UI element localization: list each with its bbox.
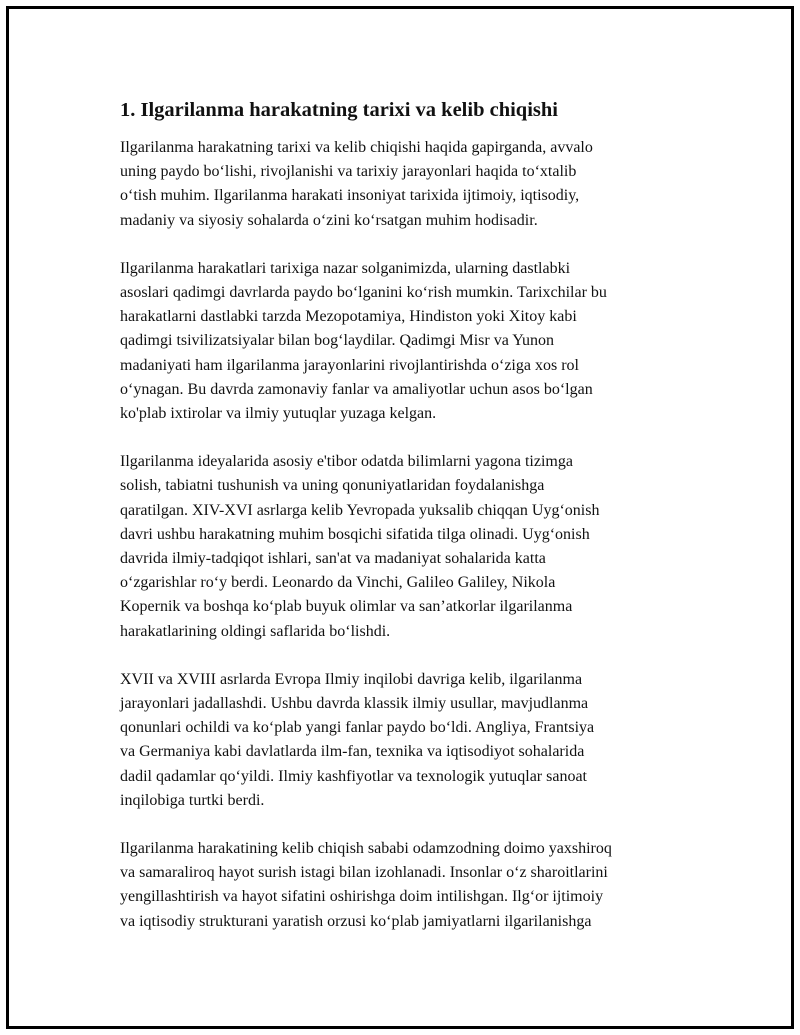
text-line: o‘ynagan. Bu davrda zamonaviy fanlar va amaliyotlar uchun asos bo‘lgan xyxy=(120,380,593,398)
text-line: qadimgi tsivilizatsiyalar bilan bog‘laydilar. Qadimgi Misr va Yunon xyxy=(120,332,554,350)
text-line: solish, tabiatni tushunish va uning qonuniyatlaridan foydalanishga xyxy=(120,477,545,495)
text-line: qaratilgan. XIV-XVI asrlarga kelib Yevropada yuksalib chiqqan Uyg‘onish xyxy=(120,501,600,519)
text-line: harakatlarining oldingi saflarida bo‘lishdi. xyxy=(120,622,391,640)
paragraph xyxy=(120,136,700,233)
paragraph xyxy=(120,668,700,813)
paragraph xyxy=(120,257,700,426)
text-line: o‘zgarishlar ro‘y berdi. Leonardo da Vinchi, Galileo Galiley, Nikola xyxy=(120,574,556,592)
text-line: yengillashtirish va hayot sifatini oshirishga doim intilishgan. Ilg‘or ijtimoiy xyxy=(120,888,604,906)
page-frame xyxy=(6,6,794,1029)
text-line: Ilgarilanma harakatlari tarixiga nazar solganimizda, ularning dastlabki xyxy=(120,259,571,277)
text-line: Ilgarilanma ideyalarida asosiy e'tibor odatda bilimlarni yagona tizimga xyxy=(120,453,573,471)
text-line: Ilgarilanma harakatning tarixi va kelib chiqishi haqida gapirganda, avvalo xyxy=(120,139,593,156)
text-line: madaniyati ham ilgarilanma jarayonlarini rivojlantirishda o‘ziga xos rol xyxy=(120,356,579,374)
section-heading: 1. Ilgarilanma harakatning tarixi va kelib chiqishi xyxy=(120,99,558,121)
text-line: va iqtisodiy strukturani yaratish orzusi ko‘plab jamiyatlarni ilgarilanishga xyxy=(120,912,592,930)
text-line: madaniy va siyosiy sohalarda o‘zini ko‘rsatgan muhim hodisadir. xyxy=(120,211,538,229)
document-content xyxy=(120,97,700,958)
text-line: o‘tish muhim. Ilgarilanma harakati insoniyat tarixida ijtimoiy, iqtisodiy, xyxy=(120,187,580,205)
paragraph xyxy=(120,450,700,644)
text-line: dadil qadamlar qo‘yildi. Ilmiy kashfiyotlar va texnologik yutuqlar sanoat xyxy=(120,767,587,785)
text-line: ko'plab ixtirolar va ilmiy yutuqlar yuzaga kelgan. xyxy=(120,405,437,423)
text-line: asoslari qadimgi davrlarda paydo bo‘lganini ko‘rish mumkin. Tarixchilar bu xyxy=(120,284,607,302)
paragraph-list xyxy=(120,136,700,934)
text-line: va samaraliroq hayot surish istagi bilan izohlanadi. Insonlar o‘z sharoitlarini xyxy=(120,864,608,882)
text-line: harakatlarni dastlabki tarzda Mezopotamiya, Hindiston yoki Xitoy kabi xyxy=(120,308,577,326)
text-line: qonunlari ochildi va ko‘plab yangi fanlar paydo bo‘ldi. Angliya, Frantsiya xyxy=(120,719,595,737)
text-line: inqilobiga turtki berdi. xyxy=(120,791,265,809)
text-line: Kopernik va boshqa ko‘plab buyuk olimlar va san’atkorlar ilgarilanma xyxy=(120,598,573,616)
paragraph xyxy=(120,837,700,934)
text-line: va Germaniya kabi davlatlarda ilm-fan, texnika va iqtisodiyot sohalarida xyxy=(120,743,585,761)
text-line: davrida ilmiy-tadqiqot ishlari, san'at va madaniyat sohalarida katta xyxy=(120,550,546,568)
text-line: uning paydo bo‘lishi, rivojlanishi va tarixiy jarayonlari haqida to‘xtalib xyxy=(120,163,577,181)
text-line: Ilgarilanma harakatining kelib chiqish sababi odamzodning doimo yaxshiroq xyxy=(120,840,612,858)
text-line: jarayonlari jadallashdi. Ushbu davrda klassik ilmiy usullar, mavjudlanma xyxy=(120,695,589,713)
text-line: XVII va XVIII asrlarda Evropa Ilmiy inqilobi davriga kelib, ilgarilanma xyxy=(120,670,583,688)
text-line: davri ushbu harakatning muhim bosqichi sifatida tilga olinadi. Uyg‘onish xyxy=(120,525,590,543)
